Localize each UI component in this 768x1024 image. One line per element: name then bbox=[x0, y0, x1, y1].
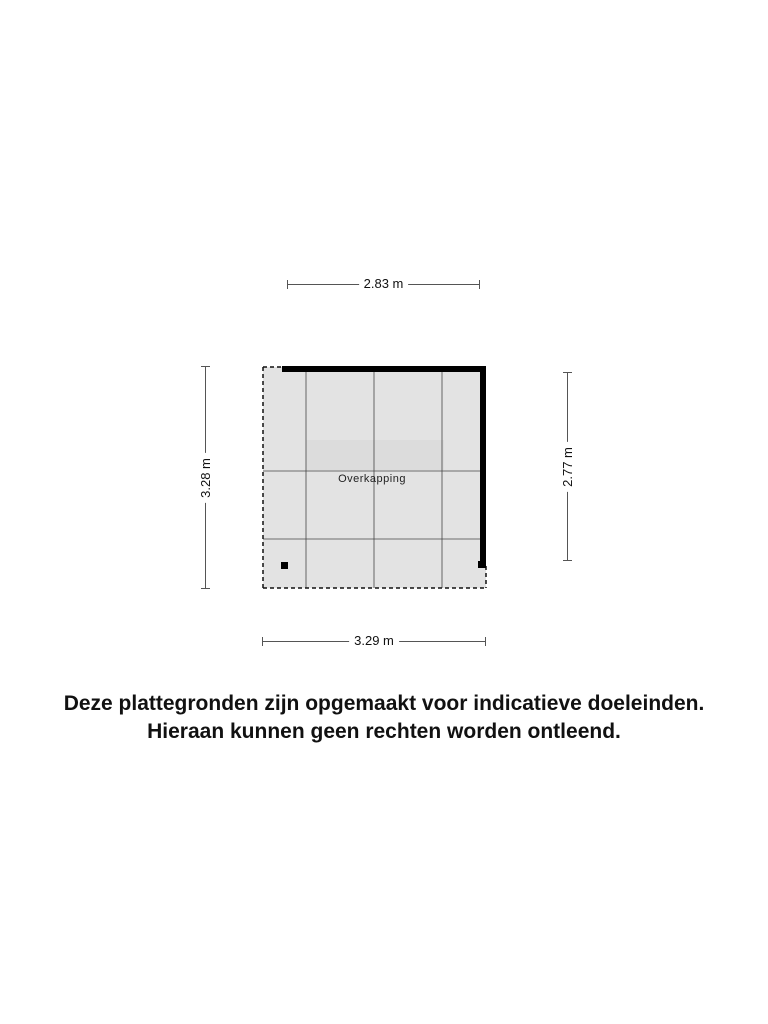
dimension-right bbox=[560, 372, 575, 561]
dimension-tick bbox=[201, 588, 210, 589]
dimension-left bbox=[198, 366, 213, 589]
wall-top bbox=[282, 366, 486, 372]
room-label: Overkapping bbox=[338, 473, 406, 485]
post-bottom-right bbox=[478, 561, 486, 568]
dimension-tick bbox=[563, 560, 572, 561]
floor-shade bbox=[306, 440, 444, 470]
dimension-label-bottom: 3.29 m bbox=[349, 634, 399, 648]
dimension-tick bbox=[479, 280, 480, 289]
post-bottom-left bbox=[281, 562, 288, 569]
dimension-tick bbox=[485, 637, 486, 646]
dimension-tick bbox=[262, 637, 263, 646]
disclaimer-line-2: Hieraan kunnen geen rechten worden ontleend. bbox=[147, 720, 621, 743]
wall-right bbox=[480, 366, 486, 568]
dimension-tick bbox=[201, 366, 210, 367]
dimension-tick bbox=[287, 280, 288, 289]
dimension-label-left: 3.28 m bbox=[199, 453, 213, 503]
dimension-top bbox=[287, 276, 480, 291]
dimension-label-right: 2.77 m bbox=[561, 442, 575, 492]
dimension-bottom bbox=[262, 633, 486, 648]
disclaimer-line-1: Deze plattegronden zijn opgemaakt voor indicatieve doeleinden. bbox=[63, 692, 705, 715]
dimension-tick bbox=[563, 372, 572, 373]
dimension-label-top: 2.83 m bbox=[359, 277, 409, 291]
